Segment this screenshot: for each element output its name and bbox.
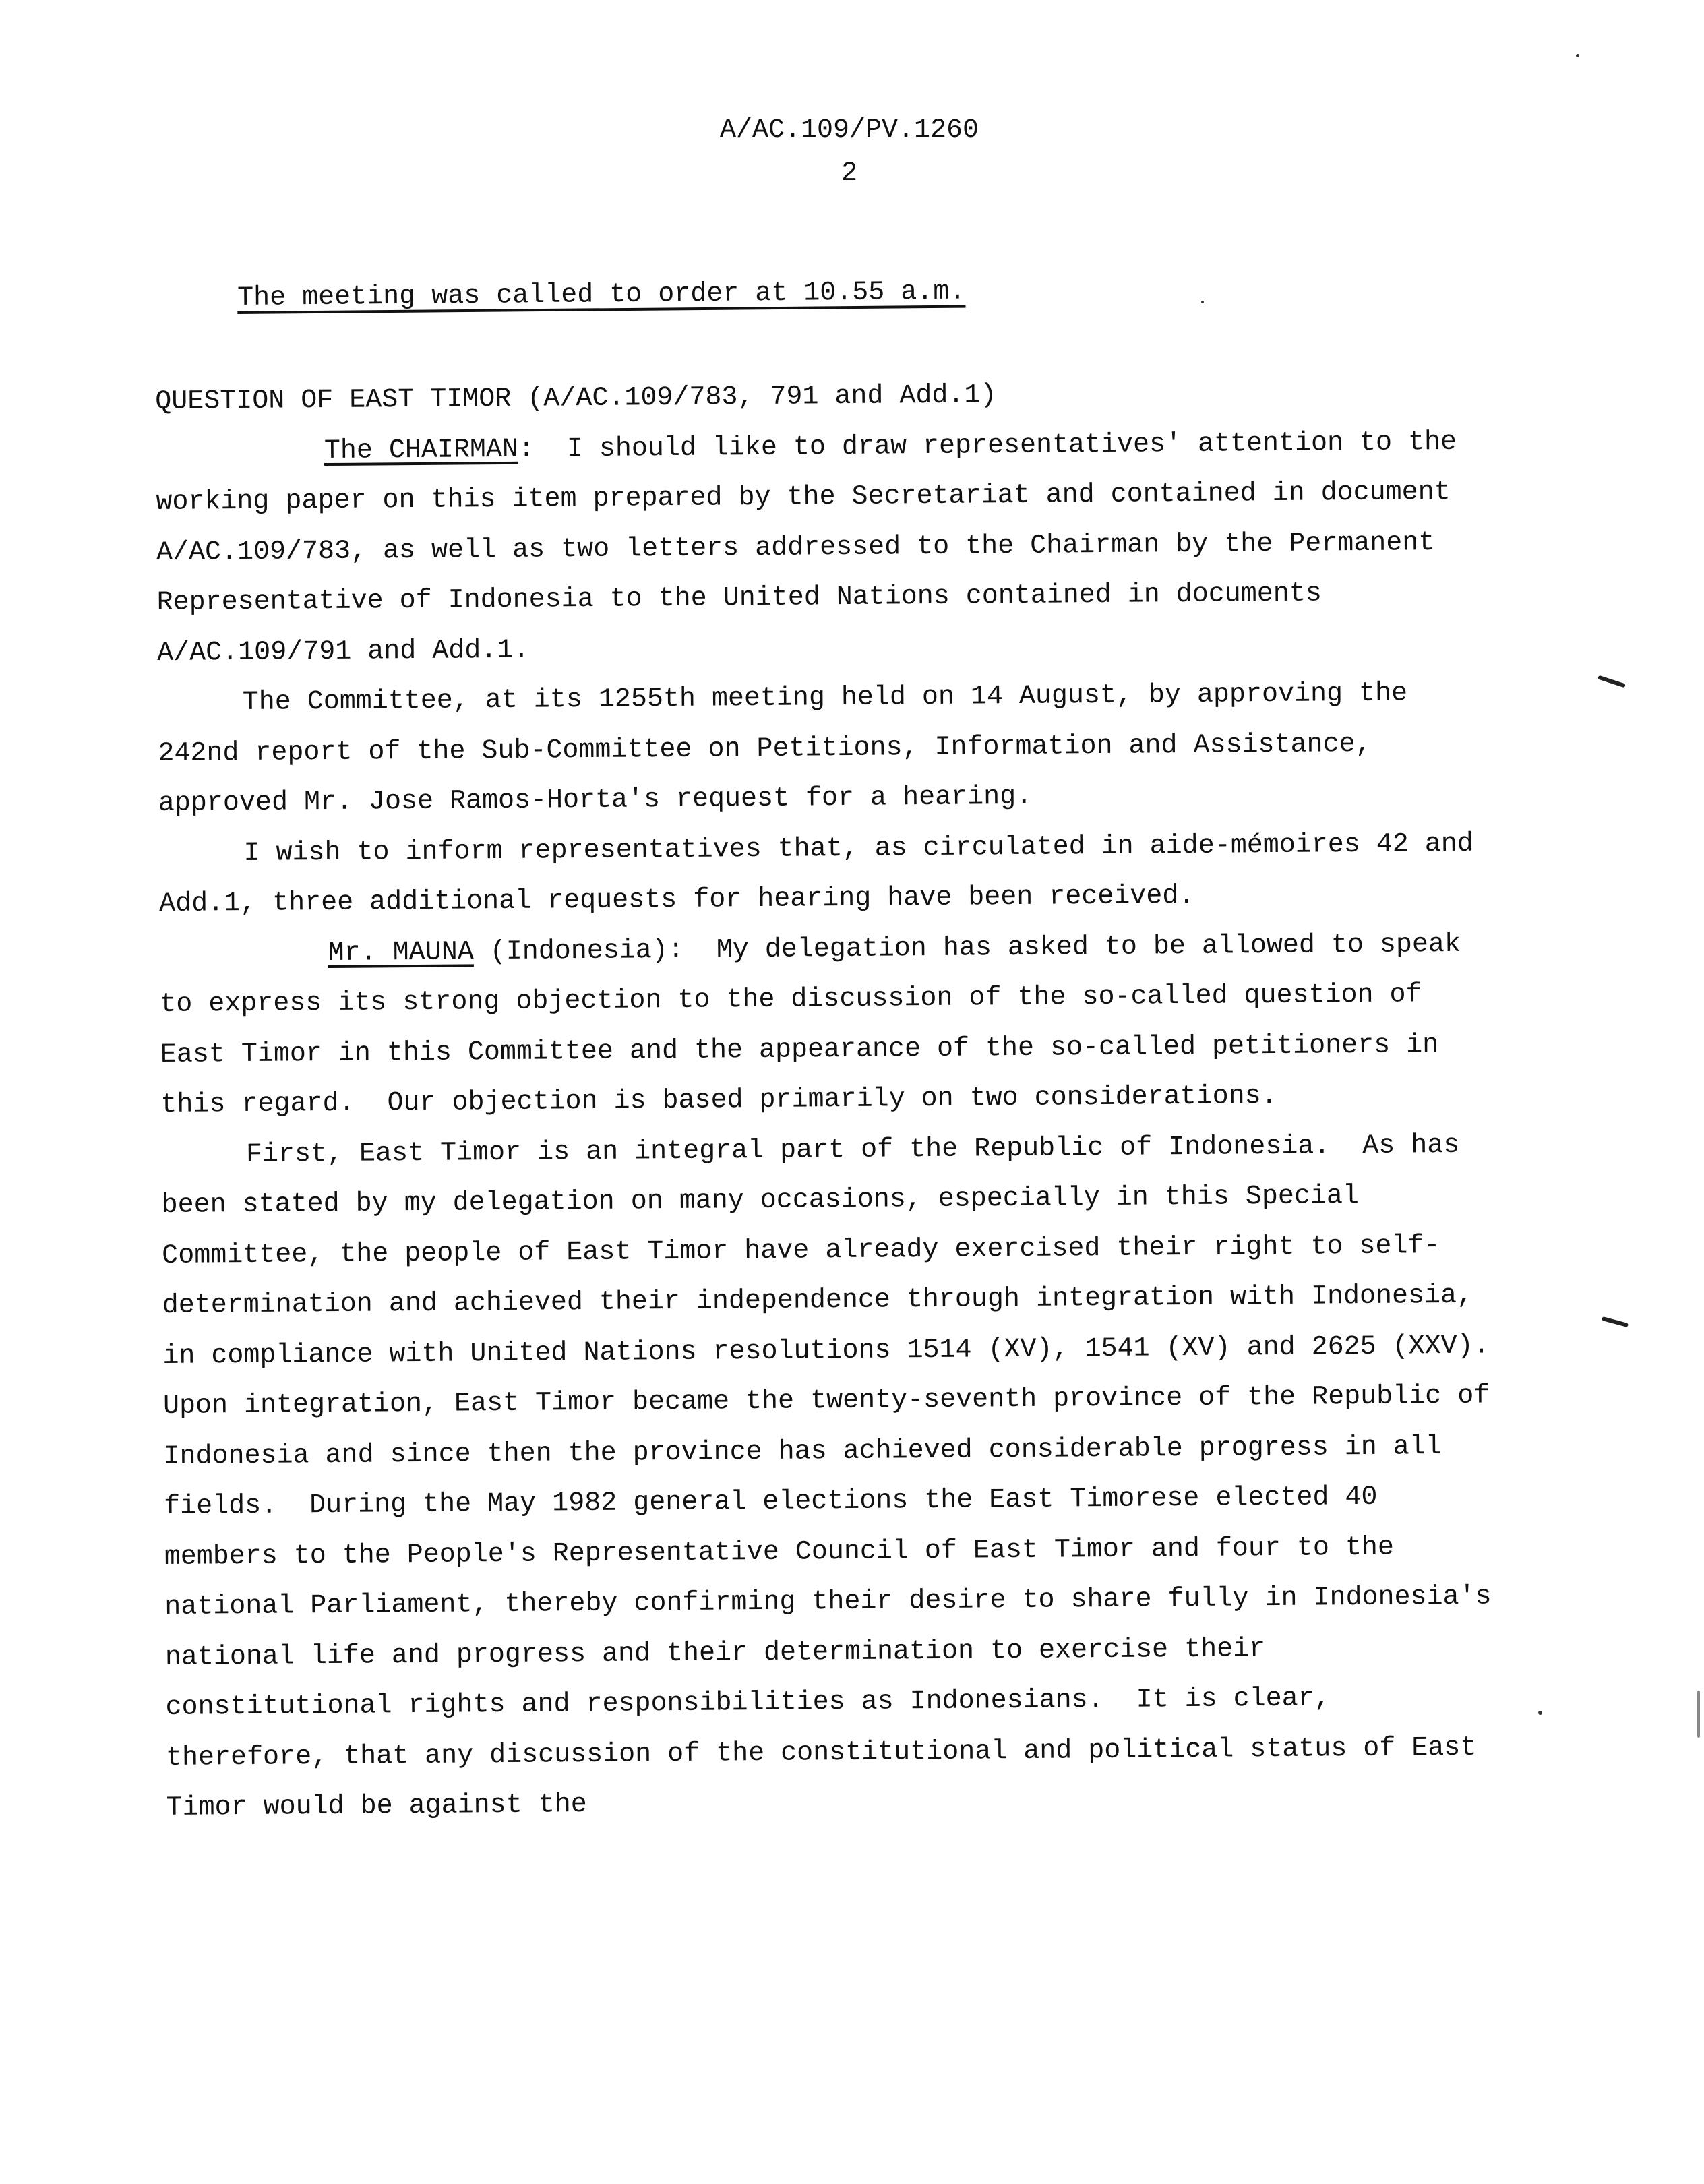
scan-speck <box>1576 54 1579 57</box>
scan-smudge <box>1598 675 1626 688</box>
paragraph: I wish to inform representatives that, as circulated in aide-mémoires 42 and Add.1, three additional requests for hearing have been received. <box>158 828 1490 919</box>
scan-edge-mark <box>1697 1691 1700 1738</box>
page-number: 2 <box>841 158 857 189</box>
scan-speck <box>1538 1711 1542 1715</box>
paragraph: First, East Timor is an integral part of the Republic of Indonesia. As has been stated by my delegation on many occasions, especially in this Special Committee, the people of East Timor have already exercised their right to self-determination and achieved their independence through integration with Indonesia, in compliance with United Nations resolutions 1514 (XV), 1541 (XV) and 2625 (XXV). Upon integration, East Timor became the twenty-seventh province of the Republic of Indonesia and since then the province has achieved considerable progress in all fields. During the May 1982 general elections the East Timorese elected 40 members to the People's Representative Council of East Timor and four to the national Parliament, thereby confirming their desire to share fully in Indonesia's national life and progress and their determination to exercise their constitutional rights and responsibilities as Indonesians. It is clear, therefore, that any discussion of the constitutional and political status of East Timor would be against the <box>161 1130 1522 1823</box>
speaker-suffix: : <box>518 434 535 465</box>
document-header <box>708 109 991 195</box>
paragraph-chairman <box>156 417 1492 679</box>
paragraph-text: My delegation has asked to be allowed to speak to express its strong objection to the discussion of the so-called question of East Timor in this Committee and the appearance of the so-called petitioners in this regard. Our objection is based primarily on two considerations. <box>160 929 1478 1120</box>
paragraph: The Committee, at its 1255th meeting held on 14 August, by approving the 242nd report of the Sub-Committee on Petitions, Information and Assistance, approved Mr. Jose Ramos-Horta's request for a hearing. <box>158 678 1424 819</box>
document-body <box>155 367 1522 1833</box>
scan-smudge <box>1602 1316 1629 1327</box>
speaker-name: The CHAIRMAN <box>324 434 519 466</box>
scan-speck <box>1201 301 1204 303</box>
paragraph-text: I should like to draw representatives' attention to the working paper on this item prepared by the Secretariat and contained in document A/AC.109/783, as well as two letters addressed to the Chairman by the Permanent Representative of Indonesia to the United Nations contained in documents A/AC.109/791 and Add.1. <box>156 427 1473 669</box>
speaker-suffix: (Indonesia): <box>473 935 684 967</box>
opening-line: The meeting was called to order at 10.55 a.m. <box>237 276 966 313</box>
paragraph-mauna <box>159 919 1495 1131</box>
speaker-name: Mr. MAUNA <box>328 936 474 969</box>
document-symbol: A/AC.109/PV.1260 <box>719 115 979 146</box>
agenda-heading: QUESTION OF EAST TIMOR (A/AC.109/783, 791 and Add.1) <box>155 380 997 417</box>
